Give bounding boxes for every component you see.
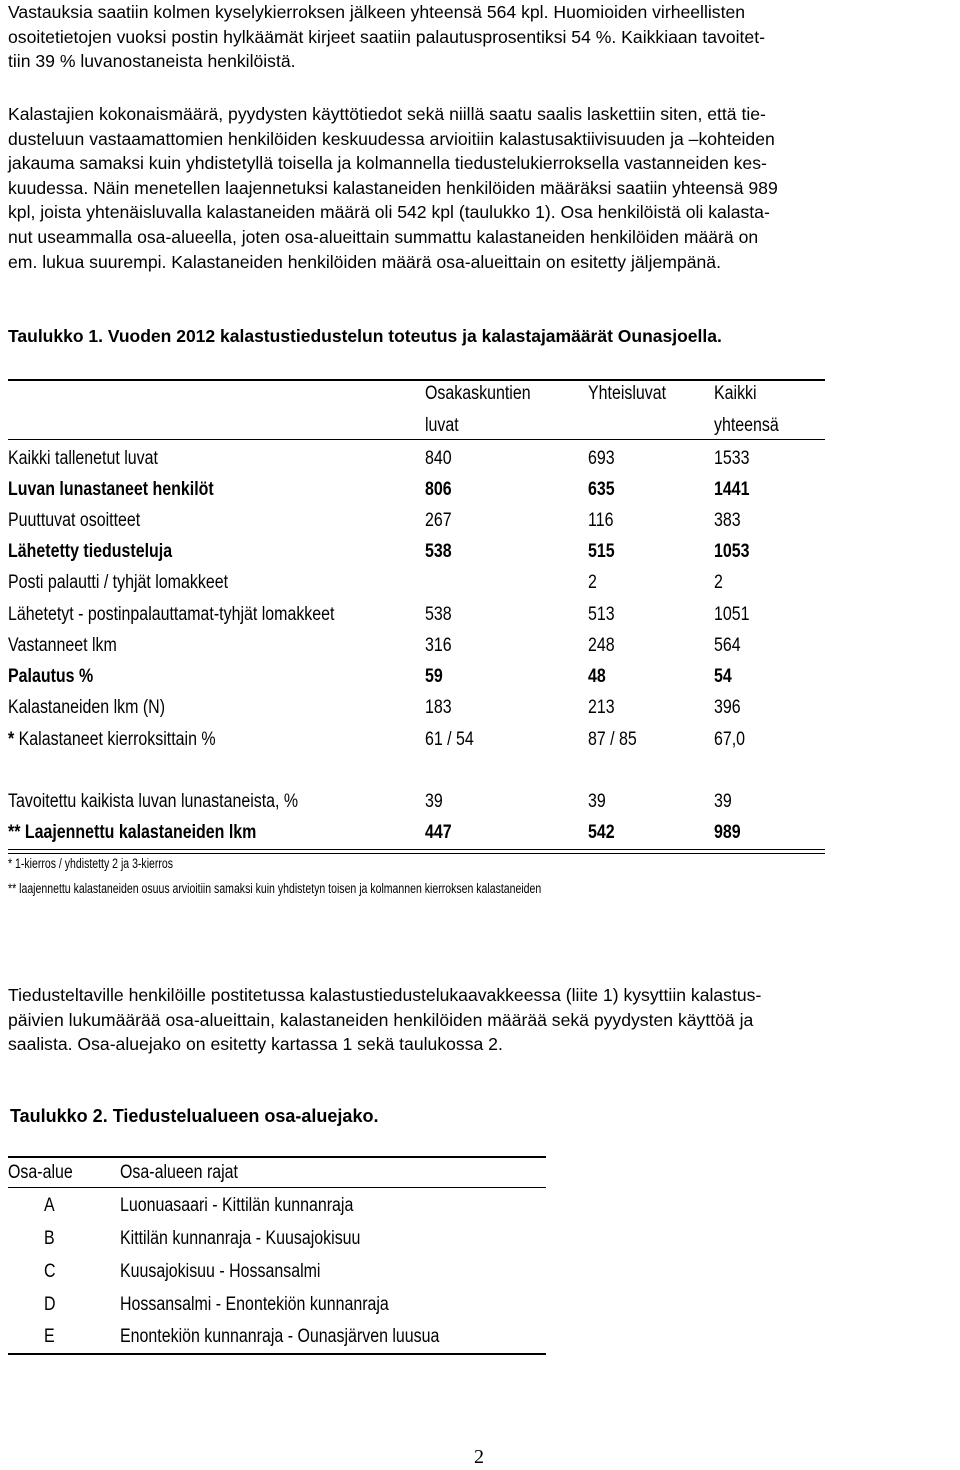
cell-c3: 67,0 (714, 729, 746, 750)
cell-c2: 213 (588, 697, 615, 718)
area-code: B (44, 1228, 55, 1249)
cell-c3: 1051 (714, 604, 750, 625)
page-number: 2 (474, 1446, 484, 1468)
row-label-text: Lähetetty tiedusteluja (8, 541, 173, 562)
cell-c1: 59 (425, 666, 443, 687)
row-label-text: Kaikki tallenetut luvat (8, 448, 158, 469)
cell-c3: 1441 (714, 479, 750, 500)
cell-c1: 538 (425, 604, 452, 625)
cell-c3: 383 (714, 510, 741, 531)
survey-paragraph (8, 983, 954, 1057)
area-bounds: Kittilän kunnanraja - Kuusajokisuu (120, 1228, 361, 1249)
table1-note: * 1-kierros / yhdistetty 2 ja 3-kierros (8, 856, 174, 871)
table1-caption: Taulukko 1. Vuoden 2012 kalastustiedustelun toteutus ja kalastajamäärät Ounasjoella. (8, 326, 722, 346)
table1-note: ** laajennettu kalastaneiden osuus arvioitiin samaksi kuin yhdistetyn toisen ja kolmannen kierroksen kalastaneiden (8, 881, 542, 896)
table2-caption: Taulukko 2. Tiedustelualueen osa-aluejako. (10, 1106, 379, 1126)
cell-c2: 248 (588, 635, 615, 656)
row-label-text: Vastanneet lkm (8, 635, 117, 656)
row-label (8, 541, 172, 563)
method-line: em. lukua suurempi. Kalastaneiden henkilöiden määrä osa-alueittain on esitetty jäljempänä. (8, 251, 721, 272)
area-code: D (44, 1294, 56, 1315)
method-line: kuudessa. Näin menetellen laajennetuksi kalastaneiden henkilöiden määräksi saatiin yhteensä 989 (8, 177, 778, 198)
cell-c2: 116 (588, 510, 614, 531)
cell-c3: 989 (714, 822, 741, 843)
cell-c2: 39 (588, 791, 606, 812)
intro-line: osoitetietojen vuoksi postin hylkäämät kirjeet saatiin palautusprosentiksi 54 %. Kaikkiaan tavoitet- (8, 26, 765, 47)
cell-c3: 1533 (714, 448, 750, 469)
table2-header-area: Osa-alue (8, 1162, 73, 1183)
row-label-text: Posti palautti / tyhjät lomakkeet (8, 572, 229, 593)
row-label (8, 822, 256, 844)
cell-c1: 267 (425, 510, 452, 531)
intro-line: Vastauksia saatiin kolmen kyselykierroksen jälkeen yhteensä 564 kpl. Huomioiden virheellisten (8, 2, 746, 22)
area-code: C (44, 1261, 56, 1282)
row-label-text: Lähetetyt - postinpalauttamat-tyhjät lomakkeet (8, 604, 335, 625)
method-line: Kalastajien kokonaismäärä, pyydysten käyttötiedot sekä niillä saatu saalis laskettiin siten, että tie- (8, 104, 766, 124)
footnote-marker: ** (8, 822, 25, 843)
cell-c2: 515 (588, 541, 615, 562)
cell-c1: 61 / 54 (425, 729, 474, 750)
cell-c3: 396 (714, 697, 741, 718)
area-code: A (44, 1195, 55, 1216)
cell-c3: 2 (714, 572, 723, 593)
row-label-text: Laajennettu kalastaneiden lkm (24, 822, 257, 843)
survey-line: päivien lukumäärää osa-alueittain, kalastaneiden henkilöiden määrää sekä pyydysten käyttöä ja (8, 1009, 754, 1030)
area-bounds: Luonuasaari - Kittilän kunnanraja (120, 1195, 354, 1216)
survey-line: Tiedusteltaville henkilöille postitetussa kalastustiedustelukaavakkeessa (liite 1) kysyttiin kalastus- (8, 985, 762, 1005)
area-bounds: Enontekiön kunnanraja - Ounasjärven luusua (120, 1326, 440, 1347)
table1-bottom-rule (8, 849, 825, 850)
row-label (8, 510, 140, 532)
cell-c2: 87 / 85 (588, 729, 637, 750)
cell-c1: 447 (425, 822, 452, 843)
table1-bottom-rule (8, 853, 825, 854)
header-kaikki: Kaikki (714, 383, 757, 404)
survey-line: saalista. Osa-aluejako on esitetty kartassa 1 sekä taulukossa 2. (8, 1034, 503, 1055)
row-label-text: Tavoitettu kaikista luvan lunastaneista, % (8, 791, 299, 812)
cell-c2: 635 (588, 479, 615, 500)
area-bounds: Hossansalmi - Enontekiön kunnanraja (120, 1294, 389, 1315)
cell-c1: 806 (425, 479, 452, 500)
row-label (8, 479, 214, 501)
method-line: jakauma samaksi kuin yhdistetyllä toisella ja kolmannella tiedustelukierroksella vastanneiden kes- (8, 153, 767, 174)
cell-c2: 2 (588, 572, 597, 593)
row-label (8, 697, 165, 719)
header-osakaskuntien: Osakaskuntien (425, 383, 531, 404)
footnote-marker: * (8, 729, 19, 750)
cell-c3: 39 (714, 791, 732, 812)
row-label (8, 666, 93, 688)
row-label (8, 791, 298, 813)
table2-top-rule (8, 1156, 546, 1158)
row-label-text: Luvan lunastaneet henkilöt (8, 479, 214, 500)
area-bounds: Kuusajokisuu - Hossansalmi (120, 1261, 321, 1282)
table2-bottom-rule (8, 1353, 546, 1355)
row-label-text: Palautus % (8, 666, 94, 687)
cell-c1: 840 (425, 448, 452, 469)
method-line: nut useammalla osa-alueella, joten osa-alueittain summattu kalastaneiden henkilöiden määrä on (8, 226, 759, 247)
header-yhteisluvat: Yhteisluvat (588, 383, 667, 404)
area-code: E (44, 1326, 55, 1347)
cell-c3: 564 (714, 635, 741, 656)
row-label-text: Kalastaneiden lkm (N) (8, 697, 166, 718)
cell-c1: 538 (425, 541, 452, 562)
row-label-text: Kalastaneet kierroksittain % (18, 729, 216, 750)
row-label (8, 635, 117, 657)
cell-c1: 183 (425, 697, 452, 718)
row-label-text: Puuttuvat osoitteet (8, 510, 141, 531)
method-line: dusteluun vastaamattomien henkilöiden keskuudessa arvioitiin kalastusaktiivisuuden ja –kohteiden (8, 128, 775, 149)
cell-c1: 316 (425, 635, 452, 656)
row-label (8, 729, 216, 751)
table1-top-rule (8, 379, 825, 381)
row-label (8, 572, 228, 594)
method-paragraph (8, 102, 954, 274)
table1-header-rule (8, 439, 825, 440)
cell-c2: 513 (588, 604, 615, 625)
cell-c2: 542 (588, 822, 615, 843)
cell-c2: 48 (588, 666, 606, 687)
row-label (8, 604, 334, 626)
method-line: kpl, joista yhtenäisluvalla kalastaneiden määrä oli 542 kpl (taulukko 1). Osa henkilöistä oli kalasta- (8, 202, 770, 223)
row-label (8, 448, 158, 470)
intro-paragraph (8, 0, 954, 74)
cell-c2: 693 (588, 448, 615, 469)
cell-c3: 1053 (714, 541, 750, 562)
cell-c3: 54 (714, 666, 732, 687)
header-luvat: luvat (425, 415, 459, 436)
table2-header-rule (8, 1187, 546, 1188)
intro-line: tiin 39 % luvanostaneista henkilöistä. (8, 51, 296, 72)
table2-header-bounds: Osa-alueen rajat (120, 1162, 238, 1183)
cell-c1: 39 (425, 791, 443, 812)
header-yhteensa: yhteensä (714, 415, 779, 436)
